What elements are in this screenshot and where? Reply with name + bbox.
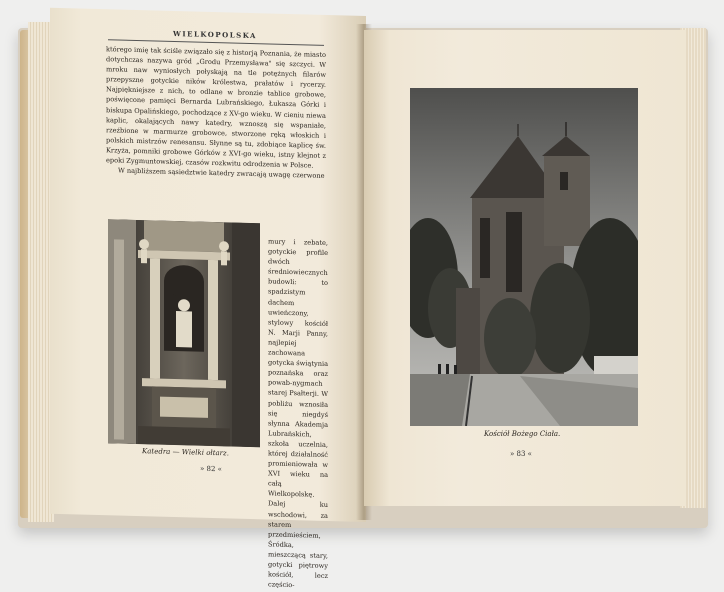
narrow-paragraph: mury i zebate, gotyckie profile dwóch średniowiecznych budowli: to spadzistym dachem uwieńczony, stylowy kościół N. Marji Panny, najlepiej zachowana gotycka świątynia poznańska oraz powab-nygmach starej Psałterji. W pobliżu wznosiła się niegdyś słynna Akademja Lubrańskich, szkoła uczelnia, której działalność promieniowała w XVI wieku na całą Wielkopolskę. Dalej ku wschodowi, za starem przedmieściem, Śródka, mieszczącą stary, gotycki piętrowy kościół, lecz częścio- <box>268 237 329 590</box>
page-number-left: » 82 « <box>200 464 222 474</box>
right-page <box>364 30 686 506</box>
altar-caption: Katedra — Wielki ołtarz. <box>142 447 229 458</box>
church-caption: Kościół Bożego Ciała. <box>484 430 561 438</box>
paragraph-2: W najbliższem sąsiedztwie katedry zwracają uwagę czerwone <box>118 166 325 181</box>
left-page <box>50 8 366 590</box>
narrow-body-text <box>268 236 328 591</box>
altar-photo <box>108 219 260 447</box>
page-number-right: » 83 « <box>510 450 532 458</box>
church-photo <box>410 88 638 426</box>
paragraph-1: którego imię tak ściśle związało się z historją Poznania, że miasto dotychczas nazywa gród „Grodu Przemysława" się szczyci. W mroku naw wyniosłych połyskają na tle potężnych filarów przepyszne gotyckie ników królestwa, prałatów i rycerzy. Najpiękniejsze z nich, to odlane w bronzie tablice grobowe, poświęcone pamięci Bernarda Lubrańskiego, Łukasza Górki i biskupa Opalińskiego, pochodzące z XV-go wieku. W cieniu niewa kaplic, okalających nawy katedry, wznoszą się wspaniałe, rzeźbione w marmurze grobowce, stworzone ręką włoskich i polskich mistrzów renesansu. Słynne są tu, zdobiące kaplicę św. Krzyża, pomniki grobowe Górków z XVI-go wieku, istny klejnot z epoki Zygmuntowskiej, czasów rozkwitu odrodzenia w Polsce. <box>106 45 326 170</box>
running-head: WIELKOPOLSKA <box>173 28 257 41</box>
body-text <box>106 44 326 181</box>
